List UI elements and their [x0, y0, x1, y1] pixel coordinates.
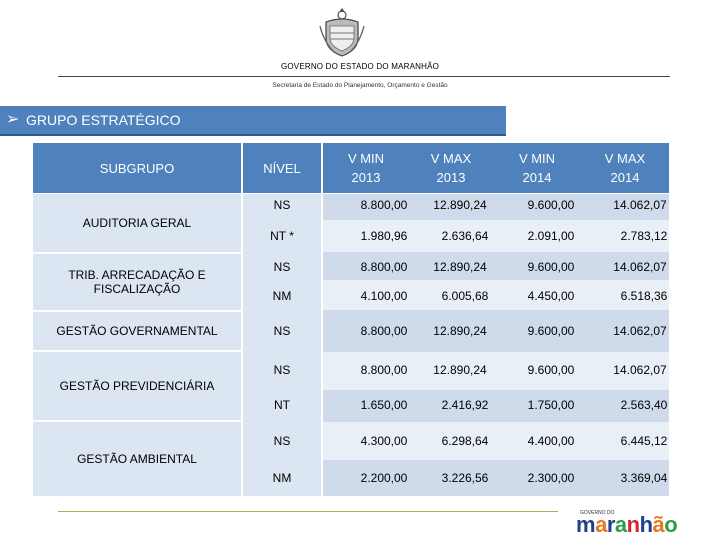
header-vmin-2014: V MIN 2014	[493, 143, 581, 193]
logo-letter: a	[614, 512, 627, 537]
nivel-cell: NS	[273, 198, 291, 212]
vmax-2014-cell: 3.369,04	[620, 471, 668, 485]
nivel-cell: NT	[274, 398, 290, 412]
vmax-2014-cell: 2.563,40	[620, 398, 668, 412]
logo-letter: r	[606, 512, 615, 537]
logo-letter: h	[639, 512, 653, 537]
vmin-2013-cell: 8.800,00	[360, 260, 408, 274]
vmax-2013-cell: 3.226,56	[441, 471, 489, 485]
maranhao-logo	[576, 512, 677, 538]
vmin-2014-cell: 4.400,00	[527, 434, 575, 448]
logo-letter: ã	[652, 512, 665, 537]
government-title: GOVERNO DO ESTADO DO MARANHÃO	[280, 62, 440, 71]
header-nivel: NÍVEL	[243, 143, 321, 193]
nivel-cell: NS	[273, 363, 291, 377]
vmax-2014-cell: 6.518,36	[620, 289, 668, 303]
header-subgrupo: SUBGRUPO	[33, 143, 241, 193]
logo-letter: n	[626, 512, 640, 537]
vmin-2013-cell: 4.100,00	[360, 289, 408, 303]
nivel-cell: NS	[273, 324, 291, 338]
vmin-2013-cell: 8.800,00	[360, 363, 408, 377]
section-title: GRUPO ESTRATÉGICO	[26, 112, 181, 128]
group-trib-arrecadacao: TRIB. ARRECADAÇÃO E FISCALIZAÇÃO	[33, 254, 241, 310]
vmax-2014-cell: 14.062,07	[613, 363, 667, 377]
vmax-2014-cell: 14.062,07	[613, 324, 667, 338]
vmin-2013-cell: 8.800,00	[360, 198, 408, 212]
logo-caption: GOVERNO DO	[580, 510, 615, 516]
section-header-bar	[0, 106, 506, 136]
vmax-2013-cell: 6.298,64	[441, 434, 489, 448]
logo-letter: o	[664, 512, 678, 537]
vmax-2013-cell: 2.636,64	[441, 229, 489, 243]
vmin-2014-cell: 4.450,00	[527, 289, 575, 303]
vmax-2014-cell: 6.445,12	[620, 434, 668, 448]
logo-letter: m	[576, 512, 596, 537]
vmax-2013-cell: 12.890,24	[433, 260, 487, 274]
group-auditoria-geral: AUDITORIA GERAL	[33, 194, 241, 252]
vmax-2014-cell: 14.062,07	[613, 260, 667, 274]
state-coat-of-arms-icon	[318, 6, 366, 58]
vmax-2014-cell: 14.062,07	[613, 198, 667, 212]
arrow-bullet-icon: ➢	[6, 111, 20, 128]
vmin-2013-cell: 1.650,00	[360, 398, 408, 412]
nivel-cell: NS	[273, 434, 291, 448]
vmax-2013-cell: 12.890,24	[433, 198, 487, 212]
header-vmax-2014: V MAX 2014	[581, 143, 669, 193]
vmin-2014-cell: 9.600,00	[527, 260, 575, 274]
vmin-2013-cell: 2.200,00	[360, 471, 408, 485]
vmin-2013-cell: 1.980,96	[360, 229, 408, 243]
header-vmin-2013: V MIN 2013	[323, 143, 409, 193]
header-divider	[58, 76, 670, 77]
footer-divider	[58, 511, 558, 512]
group-gestao-governamental: GESTÃO GOVERNAMENTAL	[33, 312, 241, 350]
nivel-cell: NT *	[270, 229, 294, 243]
government-subtitle: Secretaria de Estado do Planejamento, Orçamento e Gestão	[272, 82, 448, 89]
vmin-2013-cell: 4.300,00	[360, 434, 408, 448]
group-gestao-ambiental: GESTÃO AMBIENTAL	[33, 422, 241, 496]
nivel-cell: NS	[273, 260, 291, 274]
vmin-2014-cell: 9.600,00	[527, 324, 575, 338]
maranhao-logo-text	[576, 512, 677, 537]
vmin-2014-cell: 2.091,00	[527, 229, 575, 243]
vmax-2014-cell: 2.783,12	[620, 229, 668, 243]
vmin-2013-cell: 8.800,00	[360, 324, 408, 338]
group-gestao-previdenciaria: GESTÃO PREVIDENCIÁRIA	[33, 352, 241, 420]
vmin-2014-cell: 2.300,00	[527, 471, 575, 485]
header-vmax-2013: V MAX 2013	[409, 143, 493, 193]
vmax-2013-cell: 2.416,92	[441, 398, 489, 412]
vmax-2013-cell: 12.890,24	[433, 363, 487, 377]
vmax-2013-cell: 6.005,68	[441, 289, 489, 303]
logo-letter: a	[595, 512, 607, 537]
nivel-cell: NM	[272, 471, 292, 485]
nivel-cell: NM	[272, 289, 292, 303]
vmax-2013-cell: 12.890,24	[433, 324, 487, 338]
vmin-2014-cell: 9.600,00	[527, 363, 575, 377]
vmin-2014-cell: 9.600,00	[527, 198, 575, 212]
vmin-2014-cell: 1.750,00	[527, 398, 575, 412]
